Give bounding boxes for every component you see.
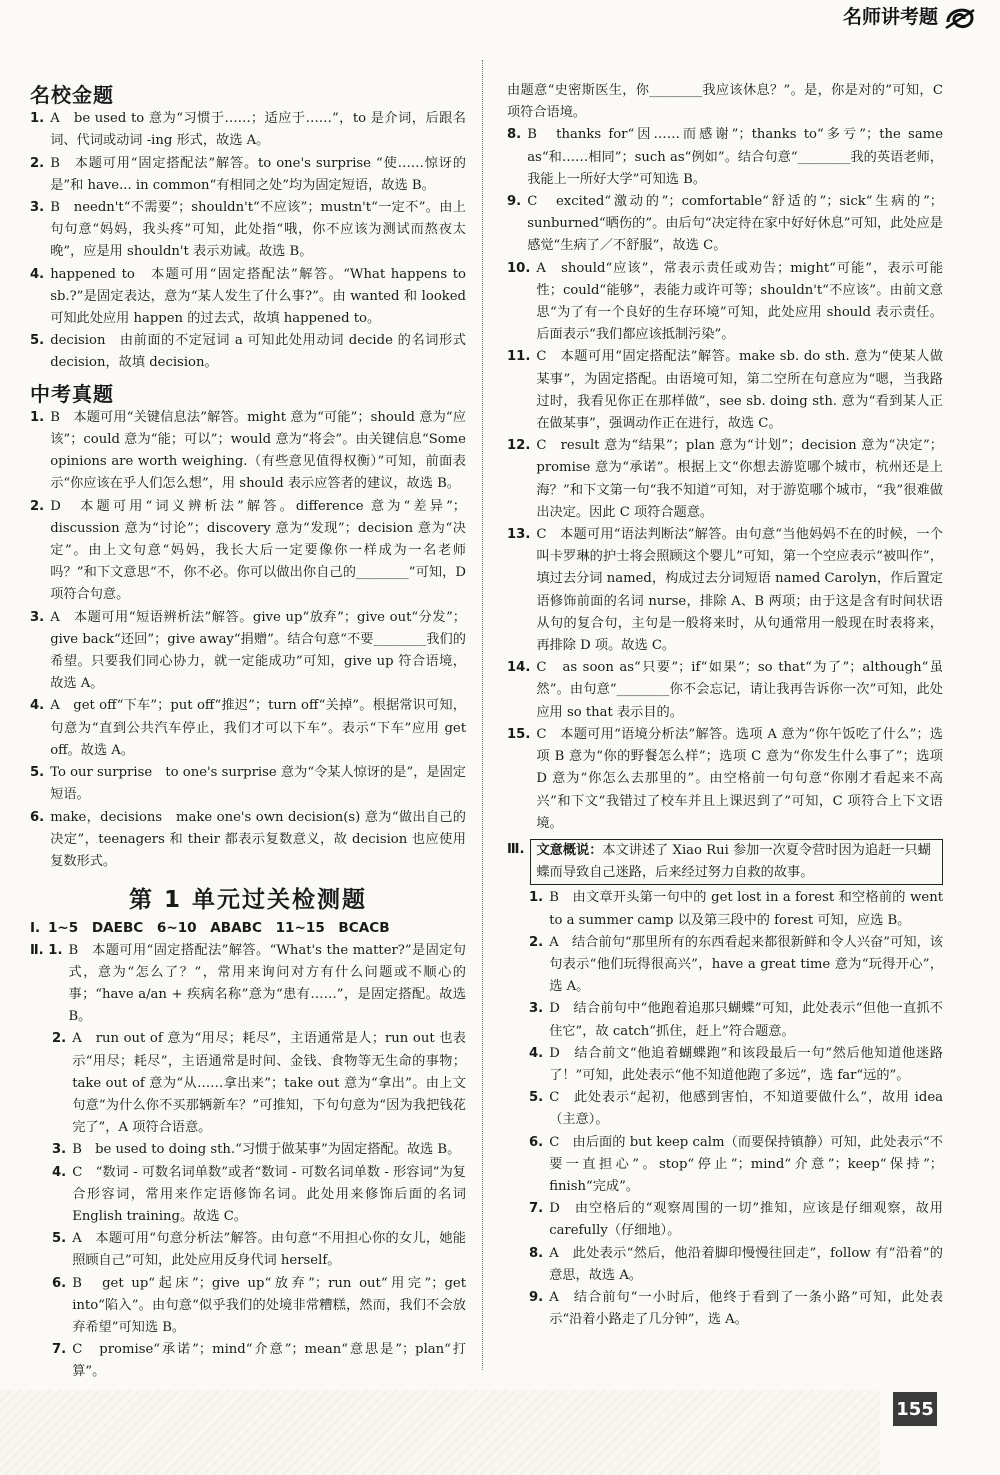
- answer-entry: [30, 607, 466, 696]
- entry-text: To our surprise to one's surprise 意为“令某人惊讶的是”，是固定短语。: [50, 765, 466, 803]
- entry-number: 3.: [30, 200, 45, 216]
- entry-text: C 本题可用“语法判断法”解答。由句意“当他妈妈不在的时候，一个叫卡罗琳的护士将会照顾这个婴儿”可知，第一个空应表示“被叫作”，填过去分词 named，构成过去分词短语 named Carolyn，作后置定语修饰前面的名词 nurse，排除 A、B 两项；由于这是含有时间状语从句的复合句，主句是一般将来时，从句通常用一般现在时表将来，再排除 D 项。故选 C。: [536, 527, 943, 654]
- answer-entry: [507, 524, 943, 657]
- summary-text: 本文讲述了 Xiao Rui 参加一次夏令营时因为追赶一只蝴蝶而导致自己迷路，后来经过努力自救的故事。: [536, 842, 931, 881]
- entry-text: C 本题可用“语境分析法”解答。选项 A 意为“你午饭吃了什么”；选项 B 意为“你的野餐怎么样”；选项 C 意为“你发生什么事了”；选项 D 意为“你怎么去那里的”。由空格前一句句意“你刚才看起来不高兴”和下文“我错过了校车并且上课迟到了”可知，C 项符合上下文语境。: [536, 726, 943, 831]
- answer-entry: [30, 330, 466, 374]
- entry-number: 8.: [507, 127, 522, 143]
- entry-number: 1.: [30, 409, 45, 425]
- entry-text: D 本题可用“词义辨析法”解答。difference 意为“差异”；discussion 意为“讨论”；discovery 意为“发现”；decision 意为“决定”。由上文句意“妈妈，我长大后一定要像你一样成为一名老师吗？”和下文意思“不，你不必。你可以做出你自己的________”可知，D 项符合句意。: [50, 498, 466, 603]
- entry-number: 2.: [52, 1031, 67, 1047]
- entry-number: 8.: [529, 1245, 544, 1261]
- answer-entry: [30, 496, 466, 607]
- entry-text: A run out of 意为“用尽；耗尽”，主语通常是人；run out 也表示“用尽；耗尽”，主语通常是时间、金钱、食物等无生命的事物；take out of 意为“从……拿出来”；take out 意为“拿出”。由上文句意“为什么你不买那辆新车？”可推知，下句句意为“因为我把钱花完了”，A 项符合语意。: [72, 1031, 466, 1136]
- answer-entry: [30, 1139, 466, 1161]
- entry-text: B get up“起床”；give up“放弃”；run out“用完”；get into“陷入”。由句意“似乎我们的处境非常糟糕，然而，我们不会放弃希望”可知选 B。: [72, 1275, 466, 1335]
- answer-entry: [30, 1228, 466, 1272]
- answer-entry: [30, 264, 466, 331]
- entry-text: A 本题可用“句意分析法”解答。由句意“不用担心你的女儿，她能照顾自己”可知，此处应用反身代词 herself。: [72, 1231, 466, 1269]
- entry-number: 7.: [52, 1342, 67, 1358]
- entry-number: 12.: [507, 438, 531, 454]
- answer-key-line: Ⅰ. 1~5 DAEBC 6~10 ABABC 11~15 BCACB: [30, 920, 390, 937]
- entry-number: 10.: [507, 260, 531, 276]
- entry-text: D 由空格后的“观察周围的一切”推知，应该是仔细观察，故用 carefully（仔细地）。: [549, 1201, 943, 1239]
- entry-text: C 此处表示“起初，他感到害怕，不知道要做什么”，故用 idea（主意）。: [549, 1090, 943, 1128]
- entry-text: C excited“激动的”；comfortable“舒适的”；sick“生病的”；sunburned“晒伤的”。由后句“决定待在家中好好休息”可知，此处应是感觉“生病了／不舒服”，故选 C。: [527, 194, 943, 254]
- answer-entry: [507, 1243, 943, 1287]
- answer-entry: [507, 1132, 943, 1199]
- answer-entry: [30, 695, 466, 762]
- entry-number: 2.: [529, 934, 544, 950]
- entry-text: B 本题可用“固定搭配法”解答。to one's surprise “使……惊讶的是”和 have... in common“有相同之处”均为固定短语，故选 B。: [50, 155, 466, 193]
- answer-entry: [30, 940, 466, 1029]
- answer-entry: [30, 108, 466, 152]
- entry-text: happened to 本题可用“固定搭配法”解答。“What happens to sb.?”是固定表达，意为“某人发生了什么事?”。由 wanted 和 looked 可知此处应用 happen 的过去式，故填 happened to。: [50, 266, 466, 327]
- entry-text: C “数词 - 可数名词单数”或者“数词 - 可数名词单数 - 形容词”为复合形容词，常用来作定语修饰名词。此处用来修饰后面的名词 English training。故选 C。: [72, 1164, 466, 1224]
- summary-label: 文意概说：: [536, 842, 603, 858]
- entry-number: Ⅱ. 1.: [30, 942, 63, 958]
- entry-text: B 本题可用“固定搭配法”解答。“What's the matter?”是固定句式，意为“怎么了？”，常用来询问对方有什么问题或不顺心的事；“have a/an + 疾病名称”意为“患有……”，是固定搭配。故选 B。: [68, 942, 466, 1025]
- entry-text: D 结合前文“他追着蝴蝶跑”和该段最后一句“然后他知道他迷路了！”可知，此处表示“他不知道他跑了多远”，选 far“远的”。: [549, 1045, 943, 1083]
- answer-entry: [30, 407, 466, 496]
- entry-number: 11.: [507, 349, 531, 365]
- answer-entry: [507, 435, 943, 524]
- unit-title: 第 1 单元过关检测题: [128, 887, 368, 914]
- entry-text: A be used to 意为“习惯于……；适应于……”，to 是介词，后跟名词、代词或动词 -ing 形式，故选 A。: [50, 111, 466, 149]
- entry-number: 15.: [507, 726, 531, 742]
- entry-text: A get off“下车”；put off“推迟”；turn off“关掉”。根据常识可知，句意为“直到公共汽车停止，我们才可以下车”。表示“下车”应用 get off。故选 A。: [50, 698, 466, 758]
- entry-number: 4.: [30, 266, 45, 282]
- entry-number: 2.: [30, 155, 45, 171]
- entry-text: D 结合前句中“他跑着追那只蝴蝶”可知，此处表示“但他一直抓不住它”，故 catch“抓住，赶上”符合题意。: [549, 1001, 943, 1039]
- entry-text: B thanks for“因……而感谢”；thanks to“多亏”；the same as“和……相同”；such as“例如”。结合句意“________我的英语老师，我能上一所好大学”可知选 B。: [527, 127, 943, 187]
- answer-entry: [30, 1028, 466, 1139]
- entry-number: 6.: [529, 1134, 544, 1150]
- entry-text: A 结合前句“一小时后，他终于看到了一条小路”可知，此处表示“沿着小路走了几分钟”，选 A。: [549, 1289, 943, 1328]
- entry-number: 9.: [507, 194, 522, 210]
- answer-entry: [507, 1043, 943, 1087]
- answer-entry: [30, 1339, 466, 1383]
- entry-text: B 本题可用“关键信息法”解答。might 意为“可能”；should 意为“应该”；could 意为“能；可以”；would 意为“将会”。由关键信息“Some opinions are worth weighing.（有些意见值得权衡）”可知，前面表示“你应该在乎人们怎么想”，用 should 表示应答者的建议，故选 B。: [50, 409, 466, 492]
- entry-number: 3.: [52, 1142, 67, 1158]
- entry-text: C promise“承诺”；mind“介意”；mean“意思是”；plan“打算”。: [72, 1342, 466, 1380]
- answer-entry: [507, 724, 943, 835]
- answer-entry: [507, 346, 943, 435]
- entry-text: C 由后面的 but keep calm（而要保持镇静）可知，此处表示“不要一直担心”。stop“停止”；mind“介意”；keep“保持”；finish“完成”。: [549, 1134, 943, 1194]
- answer-entry: [30, 153, 466, 197]
- page-number: 155: [893, 1392, 937, 1426]
- entry-number: 9.: [529, 1289, 544, 1305]
- entry-text: B be used to doing sth.“习惯于做某事”为固定搭配。故选 B。: [72, 1142, 461, 1158]
- answer-entry: [507, 887, 943, 931]
- entry-number: 6.: [52, 1275, 67, 1291]
- answer-entry: [507, 1198, 943, 1242]
- entry-text: C 本题可用“固定搭配法”解答。make sb. do sth. 意为“使某人做某事”，为固定搭配。由语境可知，第二空所在句意应为“嗯，当我路过时，我看见你正在那样做”，see sb. doing sth. 意为“看到某人正在做某事”，强调动作正在进行，故选 C。: [536, 349, 943, 432]
- summary-box: [530, 839, 943, 885]
- section-heading: 名校金题: [30, 83, 114, 107]
- answer-entry: [507, 1287, 943, 1331]
- answer-entry: [30, 762, 466, 806]
- entry-text: make，decisions make one's own decision(s) 意为“做出自己的决定”，teenagers 和 their 都表示复数意义，故 decision 也应使用复数形式。: [50, 809, 466, 869]
- entry-text: A 此处表示“然后，他沿着脚印慢慢往回走”，follow 有“沿着”的意思，故选 A。: [549, 1245, 943, 1283]
- header-brand: 名师讲考题: [842, 6, 938, 28]
- entry-number: 5.: [529, 1090, 544, 1106]
- entry-text: A should“应该”，常表示责任或劝告；might“可能”，表示可能性；could“能够”，表能力或许可等；shouldn't“不应该”。由前文意思“为了有一个良好的生存环境”可知，此处应用 should 表示责任。后面表示“我们都应该抵制污染”。: [536, 260, 943, 343]
- answer-entry: [507, 191, 943, 258]
- entry-text: B 由文章开头第一句中的 get lost in a forest 和空格前的 went to a summer camp 以及第三段中的 forest 可知，应选 B。: [549, 890, 943, 928]
- entry-number: 4.: [529, 1045, 544, 1061]
- section-roman: Ⅲ.: [507, 841, 525, 857]
- entry-text: B needn't“不需要”；shouldn't“不应该”；mustn't“一定不”。由上句句意“妈妈，我头疼”可知，此处指“哦，你不应该为测试而熬夜太晚”，应是用 shouldn't 表示劝诫。故选 B。: [50, 200, 466, 260]
- answer-entry: [30, 1273, 466, 1340]
- entry-text: decision 由前面的不定冠词 a 可知此处用动词 decide 的名词形式 decision，故填 decision。: [50, 333, 466, 371]
- left-column: [30, 84, 466, 1384]
- continued-text: 由题意“史密斯医生，你________我应该休息？”。是，你是对的”可知，C 项符合语境。: [507, 83, 943, 121]
- entry-number: 6.: [30, 809, 45, 825]
- summary-block: [507, 839, 943, 885]
- answer-entry: [30, 807, 466, 874]
- answer-entry: [507, 932, 943, 999]
- swirl-logo-icon: [942, 0, 978, 36]
- answer-entry: [507, 258, 943, 347]
- entry-text: C as soon as“只要”；if“如果”；so that“为了”；although“虽然”。由句意“________你不会忘记，请让我再告诉你一次”可知，此处应用 so that 表示目的。: [536, 660, 943, 720]
- entry-number: 4.: [52, 1164, 67, 1180]
- entry-number: 5.: [30, 333, 45, 349]
- answer-entry: [507, 1087, 943, 1131]
- entry-text: A 本题可用“短语辨析法”解答。give up“放弃”；give out“分发”；give back“还回”；give away“捐赠”。结合句意“不要________我们的希望。只要我们同心协力，就一定能成功”可知，give up 符合语境，故选 A。: [50, 609, 466, 692]
- entry-number: 7.: [529, 1201, 544, 1217]
- answer-entry: [30, 1162, 466, 1229]
- entry-text: C result 意为“结果”；plan 意为“计划”；decision 意为“决定”；promise 意为“承诺”。根据上文“你想去游览哪个城市，杭州还是上海？”和下文第一句“我不知道”可知，对于游览哪个城市，“我”很难做出决定。因此 C 项符合题意。: [536, 438, 943, 520]
- entry-number: 1.: [30, 111, 45, 127]
- answer-entry: [30, 197, 466, 264]
- entry-number: 4.: [30, 698, 45, 714]
- answer-entry: [507, 657, 943, 724]
- footer-decoration: [0, 1390, 880, 1475]
- entry-number: 2.: [30, 498, 45, 514]
- answer-entry: [507, 124, 943, 191]
- entry-number: 3.: [30, 609, 45, 625]
- entry-number: 14.: [507, 660, 531, 676]
- entry-text: A 结合前句“那里所有的东西看起来都很新鲜和令人兴奋”可知，该句表示“他们玩得很高兴”，have a great time 意为“玩得开心”，选 A。: [549, 934, 943, 995]
- column-divider: [482, 60, 484, 1370]
- entry-number: 5.: [52, 1231, 67, 1247]
- entry-number: 1.: [529, 890, 544, 906]
- answer-entry: [507, 998, 943, 1042]
- entry-number: 13.: [507, 527, 531, 543]
- entry-number: 3.: [529, 1001, 544, 1017]
- section-heading: 中考真题: [30, 381, 114, 406]
- entry-number: 5.: [30, 765, 45, 781]
- right-column: [507, 80, 943, 1331]
